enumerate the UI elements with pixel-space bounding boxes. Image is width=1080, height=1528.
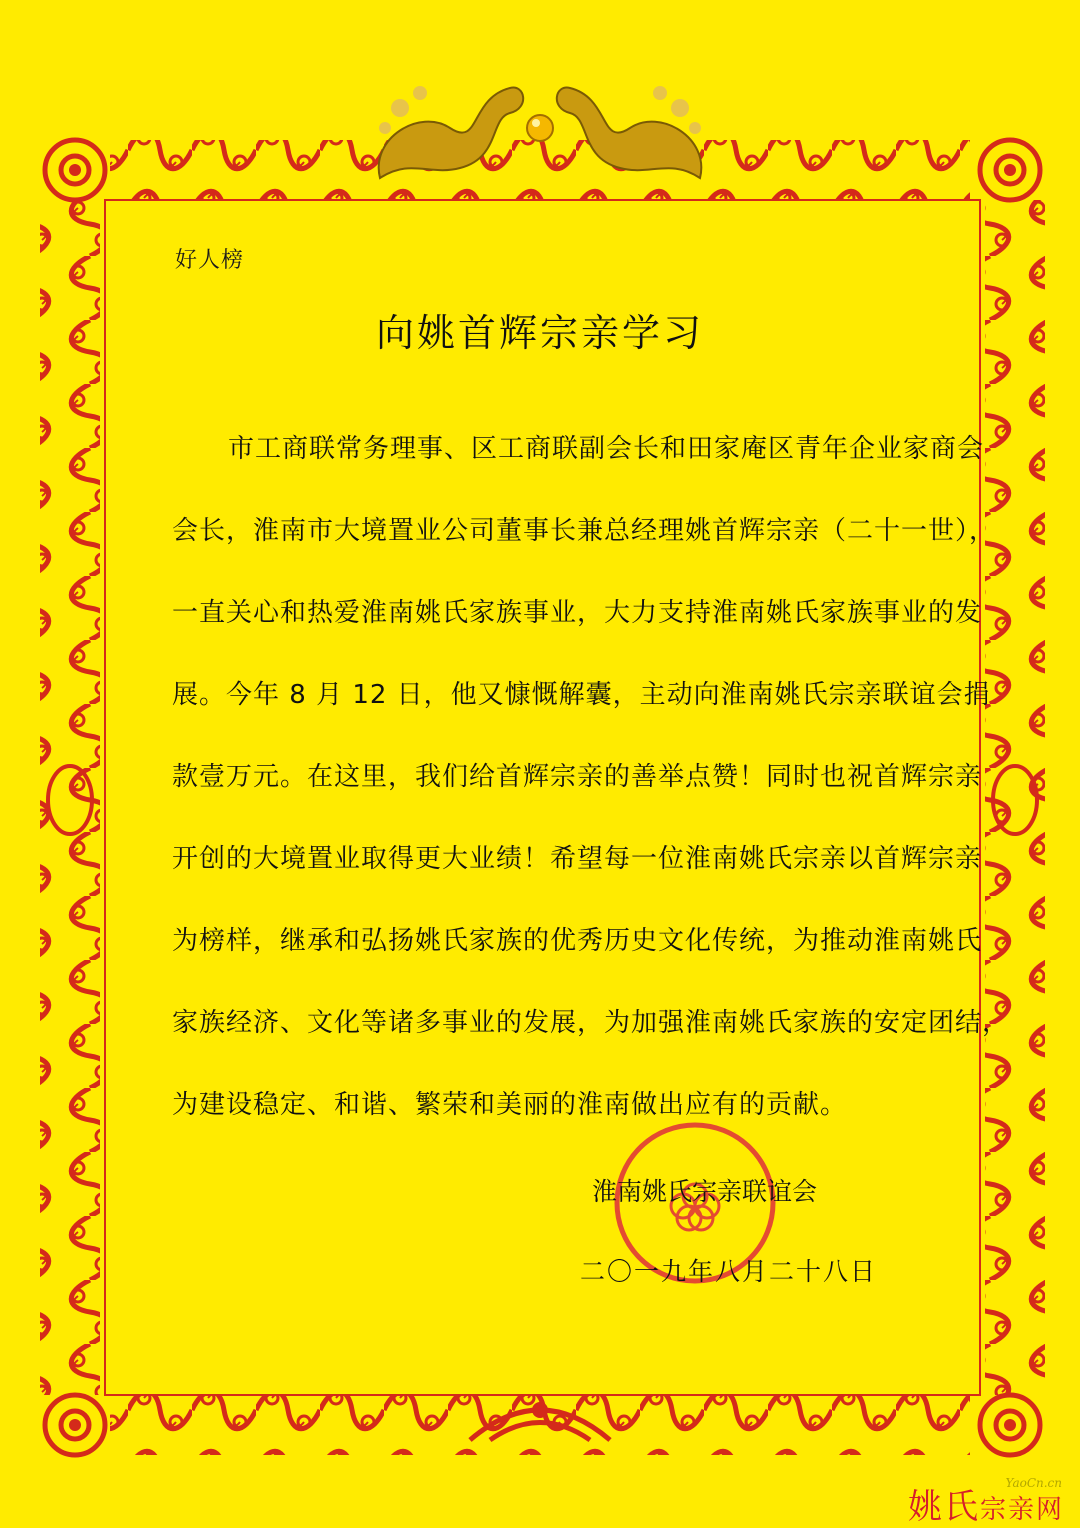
body-line: 家族经济、文化等诸多事业的发展，为加强淮南姚氏家族的安定团结， — [172, 1008, 1010, 1038]
body-line: 一直关心和热爱淮南姚氏家族事业，大力支持淮南姚氏家族事业的发 — [172, 598, 983, 628]
site-watermark — [908, 1479, 1064, 1528]
signature-organization: 淮南姚氏宗亲联谊会 — [592, 1177, 818, 1206]
twin-dragon-pearl-icon — [360, 68, 720, 188]
watermark-main: 姚氏 — [907, 1487, 980, 1527]
body-line: 开创的大境置业取得更大业绩！希望每一位淮南姚氏宗亲以首辉宗亲 — [172, 844, 983, 874]
body-line: 款壹万元。在这里，我们给首辉宗亲的善举点赞！同时也祝首辉宗亲 — [172, 762, 983, 792]
page-title: 向姚首辉宗亲学习 — [375, 311, 704, 355]
watermark-latin: YaoCn.cn — [1005, 1476, 1062, 1490]
body-line: 会长，淮南市大境置业公司董事长兼总经理姚首辉宗亲（二十一世）， — [172, 516, 997, 546]
body-line: 展。今年 8 月 12 日，他又慷慨解囊，主动向淮南姚氏宗亲联谊会捐 — [172, 680, 991, 710]
signature-date: 二〇一九年八月二十八日 — [580, 1257, 878, 1286]
body-line: 为建设稳定、和谐、繁荣和美丽的淮南做出应有的贡献。 — [172, 1090, 848, 1120]
watermark-sub: 宗亲网 — [979, 1495, 1064, 1525]
header-label: 好人榜 — [175, 248, 245, 273]
body-line: 为榜样，继承和弘扬姚氏家族的优秀历史文化传统，为推动淮南姚氏 — [172, 926, 983, 956]
body-line: 市工商联常务理事、区工商联副会长和田家庵区青年企业家商会 — [228, 434, 985, 464]
